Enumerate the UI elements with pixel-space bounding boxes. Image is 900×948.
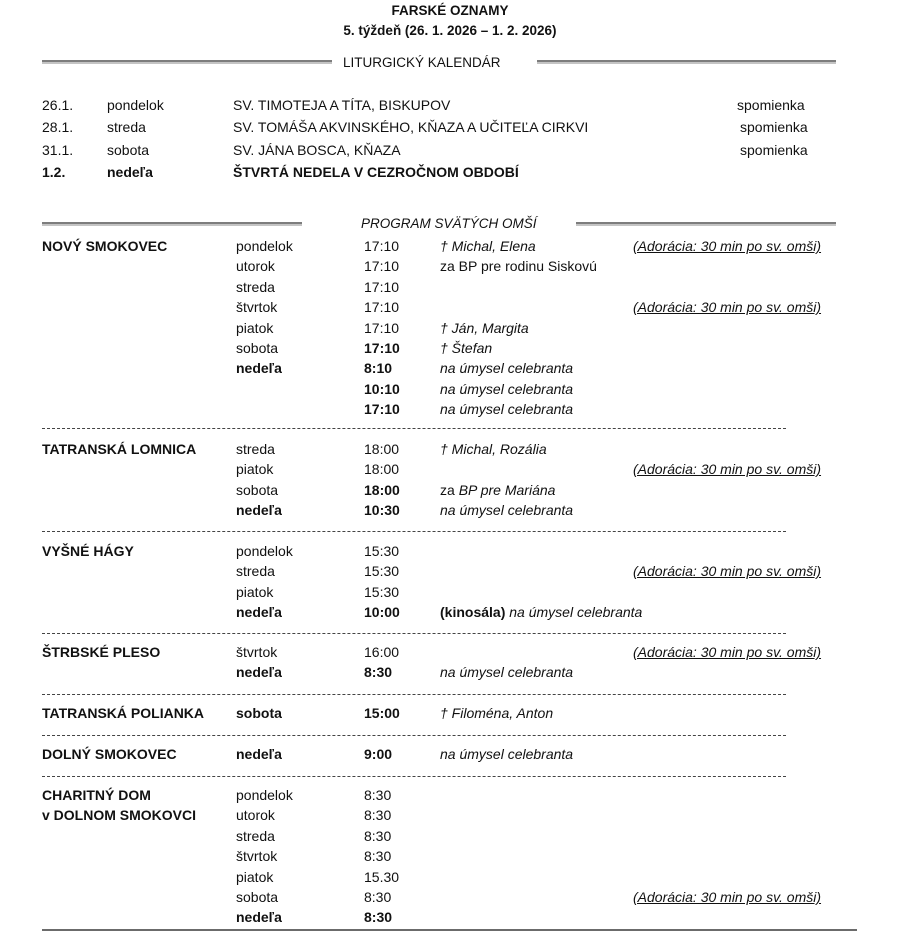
mass-time: 15:30	[364, 563, 400, 579]
liturgical-date: 31.1.	[42, 142, 74, 158]
place-name: TATRANSKÁ POLIANKA	[42, 705, 205, 721]
section-divider	[42, 428, 786, 429]
mass-day: pondelok	[236, 238, 293, 254]
mass-intention	[440, 502, 573, 518]
mass-day: nedeľa	[236, 502, 282, 518]
mass-day: streda	[236, 279, 275, 295]
place-name: DOLNÝ SMOKOVEC	[42, 746, 177, 762]
mass-time: 17:10	[364, 279, 400, 295]
mass-intention	[440, 238, 536, 254]
mass-day: piatok	[236, 320, 274, 336]
mass-day: pondelok	[236, 787, 293, 803]
place-name: VYŠNÉ HÁGY	[42, 543, 134, 559]
mass-day: sobota	[236, 340, 279, 356]
mass-day: utorok	[236, 258, 275, 274]
adoration-note: (Adorácia: 30 min po sv. omši)	[633, 299, 822, 315]
intention-text: za BP pre rodinu Siskovú	[440, 258, 597, 274]
mass-time: 17:10	[364, 299, 400, 315]
mass-day: nedeľa	[236, 360, 282, 376]
mass-time: 17:10	[364, 340, 400, 356]
section-divider	[42, 776, 786, 777]
page-title: FARSKÉ OZNAMY	[391, 3, 509, 18]
adoration-note: (Adorácia: 30 min po sv. omši)	[633, 461, 822, 477]
intention-text: † Michal, Elena	[440, 238, 536, 254]
place-name-line2: v DOLNOM SMOKOVCI	[42, 807, 197, 824]
mass-time: 8:30	[364, 848, 392, 864]
mass-time: 8:30	[364, 828, 392, 844]
mass-day: streda	[236, 441, 275, 457]
mass-time: 17:10	[364, 320, 400, 336]
liturgical-day: pondelok	[107, 97, 164, 113]
intention-prefix: za	[440, 482, 459, 498]
mass-time: 16:00	[364, 644, 400, 660]
heading-rule-left	[42, 60, 332, 64]
mass-time: 8:30	[364, 787, 392, 803]
liturgical-date: 1.2.	[42, 164, 66, 180]
mass-time: 10:10	[364, 381, 400, 397]
mass-day: nedeľa	[236, 909, 282, 925]
mass-intention	[440, 381, 573, 397]
adoration-note: (Adorácia: 30 min po sv. omši)	[633, 563, 822, 579]
mass-intention	[440, 320, 529, 336]
intention-prefix: (kinosála)	[440, 604, 510, 620]
liturgical-feast: SV. JÁNA BOSCA, KŇAZA	[233, 142, 401, 158]
intention-text: † Štefan	[440, 340, 493, 356]
mass-day: nedeľa	[236, 746, 282, 762]
mass-time: 15:30	[364, 584, 400, 600]
mass-time: 8:30	[364, 909, 393, 925]
mass-intention	[440, 705, 553, 721]
place-name: ŠTRBSKÉ PLESO	[42, 644, 161, 660]
intention-text: na úmysel celebranta	[440, 746, 574, 762]
intention-text: na úmysel celebranta	[440, 360, 574, 376]
mass-day: streda	[236, 563, 275, 579]
liturgical-feast: SV. TIMOTEJA A TÍTA, BISKUPOV	[233, 97, 451, 113]
liturgical-feast: ŠTVRTÁ NEDELA V CEZROČNOM OBDOBÍ	[233, 164, 519, 180]
liturgical-feast: SV. TOMÁŠA AKVINSKÉHO, KŇAZA A UČITEĽA CIRKVI	[233, 119, 589, 135]
heading-rule-right	[537, 60, 836, 64]
liturgical-day: nedeľa	[107, 164, 153, 180]
mass-intention	[440, 482, 555, 498]
mass-intention	[440, 340, 492, 356]
mass-time: 8:10	[364, 360, 393, 376]
mass-intention	[440, 441, 547, 457]
adoration-note: (Adorácia: 30 min po sv. omši)	[633, 889, 822, 905]
intention-text: na úmysel celebranta	[440, 502, 574, 518]
page-subtitle: 5. týždeň (26. 1. 2026 – 1. 2. 2026)	[343, 23, 557, 38]
intention-text: na úmysel celebranta	[509, 604, 643, 620]
mass-time: 18:00	[364, 482, 400, 498]
mass-time: 8:30	[364, 664, 393, 680]
intention-text: na úmysel celebranta	[440, 401, 574, 417]
mass-time: 17:10	[364, 238, 400, 254]
mass-time: 15:30	[364, 543, 400, 559]
liturgical-day: streda	[107, 119, 146, 135]
intention-text: na úmysel celebranta	[440, 381, 574, 397]
intention-text: BP pre Mariána	[458, 482, 556, 498]
section-divider	[42, 531, 786, 532]
mass-intention	[440, 258, 597, 274]
section-divider	[42, 735, 786, 736]
intention-text: † Ján, Margita	[440, 320, 529, 336]
mass-time: 18:00	[364, 441, 400, 457]
place-name: CHARITNÝ DOM	[42, 787, 151, 803]
mass-time: 15:00	[364, 705, 400, 721]
mass-day: piatok	[236, 584, 274, 600]
intention-text: na úmysel celebranta	[440, 664, 574, 680]
mass-day: štvrtok	[236, 644, 278, 660]
mass-time: 9:00	[364, 746, 393, 762]
mass-day: sobota	[236, 705, 282, 721]
mass-day: nedeľa	[236, 664, 282, 680]
mass-intention	[440, 604, 642, 620]
mass-day: streda	[236, 828, 275, 844]
program-rule-right	[576, 222, 836, 226]
section-divider	[42, 694, 786, 695]
mass-day: pondelok	[236, 543, 293, 559]
liturgical-date: 26.1.	[42, 97, 74, 113]
mass-intention	[440, 664, 573, 680]
adoration-note: (Adorácia: 30 min po sv. omši)	[633, 238, 822, 254]
place-name: TATRANSKÁ LOMNICA	[42, 441, 197, 457]
place-name: NOVÝ SMOKOVEC	[42, 238, 168, 254]
liturgical-day: sobota	[107, 142, 150, 158]
mass-day: sobota	[236, 889, 279, 905]
mass-time: 17:10	[364, 401, 400, 417]
mass-day: piatok	[236, 869, 274, 885]
mass-day: sobota	[236, 482, 279, 498]
mass-day: piatok	[236, 461, 274, 477]
mass-time: 10:00	[364, 604, 400, 620]
program-heading: PROGRAM SVÄTÝCH OMŠÍ	[361, 216, 537, 231]
mass-time: 18:00	[364, 461, 400, 477]
mass-time: 15.30	[364, 869, 400, 885]
mass-day: štvrtok	[236, 848, 278, 864]
bottom-rule	[42, 929, 857, 931]
program-rule-left	[42, 222, 302, 226]
intention-text: † Michal, Rozália	[440, 441, 547, 457]
mass-time: 8:30	[364, 889, 392, 905]
mass-time: 10:30	[364, 502, 400, 518]
mass-day: nedeľa	[236, 604, 282, 620]
mass-day: utorok	[236, 807, 275, 823]
intention-text: † Filoména, Anton	[440, 705, 554, 721]
liturgical-rank: spomienka	[737, 97, 805, 113]
liturgical-heading: LITURGICKÝ KALENDÁR	[343, 55, 501, 70]
mass-intention	[440, 746, 573, 762]
mass-intention	[440, 360, 573, 376]
liturgical-date: 28.1.	[42, 119, 74, 135]
mass-day: štvrtok	[236, 299, 278, 315]
section-divider	[42, 633, 786, 634]
mass-intention	[440, 401, 573, 417]
adoration-note: (Adorácia: 30 min po sv. omši)	[633, 644, 822, 660]
mass-time: 8:30	[364, 807, 392, 823]
mass-time: 17:10	[364, 258, 400, 274]
liturgical-rank: spomienka	[740, 142, 808, 158]
liturgical-rank: spomienka	[740, 119, 808, 135]
